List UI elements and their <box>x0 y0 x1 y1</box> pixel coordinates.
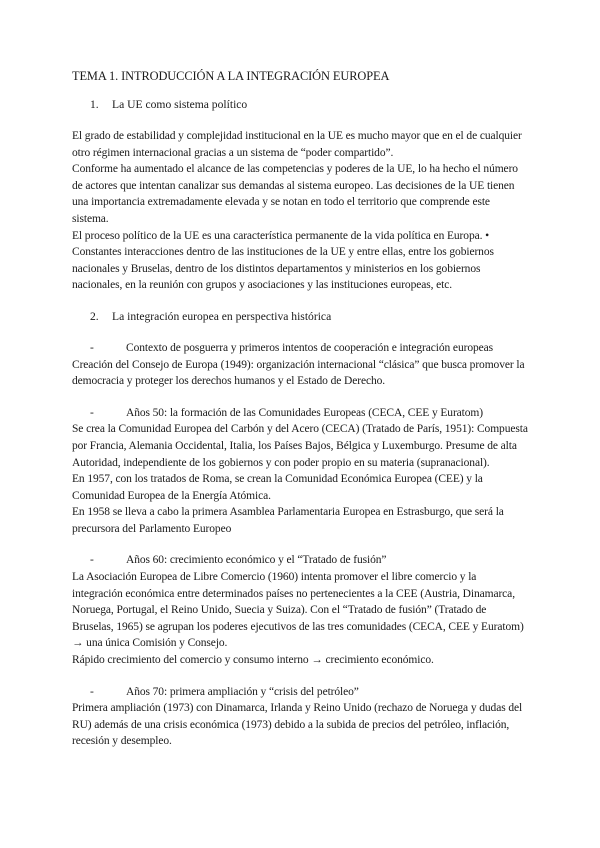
paragraph: Se crea la Comunidad Europea del Carbón y del Acero (CECA) (Tratado de París, 1951): Compuesta por Francia, Alemania Occidental, Italia, los Países Bajos, Bélgica y Luxemburgo. Presume de alta Autoridad, independiente de los gobiernos y con poder propio en su materia (supranacional). <box>72 423 528 469</box>
section-2-number: 2. <box>90 309 99 323</box>
subsection-fifties <box>72 405 528 538</box>
subsection-title: Años 70: primera ampliación y “crisis del petróleo” <box>126 685 359 698</box>
paragraph: La Asociación Europea de Libre Comercio (1960) intenta promover el libre comercio y la integración económica entre determinados países no pertenecientes a la CEE (Austria, Dinamarca, Noruega, Portugal, el Reino Unido, Suecia y Suiza). Con el “Tratado de fusión” (Tratado de Bruselas, 1965) se agrupan los poderes ejecutivos de las tres comunidades (CECA, CEE y Euratom) → una única Comisión y Consejo. <box>72 571 524 650</box>
subsection-seventies <box>72 684 528 750</box>
dash-bullet: - <box>90 685 94 698</box>
section-2-heading <box>72 309 528 325</box>
document-title: TEMA 1. INTRODUCCIÓN A LA INTEGRACIÓN EUROPEA <box>72 69 390 83</box>
paragraph: Conforme ha aumentado el alcance de las competencias y poderes de la UE, lo ha hecho el número de actores que intentan canalizar sus demandas al sistema europeo. Las decisiones de la UE tienen una importancia extremadamente elevada y se notan en todo el territorio que comprende este sistema. <box>72 163 518 225</box>
subsection-heading <box>72 340 528 357</box>
dash-bullet: - <box>90 341 94 354</box>
section-1-number: 1. <box>90 98 99 111</box>
subsection-title: Contexto de posguerra y primeros intentos de cooperación e integración europeas <box>126 341 494 354</box>
paragraph: En 1958 se lleva a cabo la primera Asamblea Parlamentaria Europea en Estrasburgo, que será la precursora del Parlamento Europeo <box>72 506 504 535</box>
subsection-heading <box>72 684 528 701</box>
subsection-title: Años 50: la formación de las Comunidades Europeas (CECA, CEE y Euratom) <box>126 406 483 419</box>
paragraph: El proceso político de la UE es una característica permanente de la vida política en Europa. • Constantes interacciones dentro de las instituciones de la UE y entre ellas, entre los gobiernos nacionales y Bruselas, dentro de los distintos departamentos y ministerios en los gobiernos nacionales, en la reunión con grupos y asociaciones y las instituciones europeas, etc. <box>72 229 494 292</box>
dash-bullet: - <box>90 554 94 567</box>
subsection-sixties <box>72 552 528 668</box>
paragraph: El grado de estabilidad y complejidad institucional en la UE es mucho mayor que en el de cualquier otro régimen internacional gracias a un sistema de “poder compartido”. <box>72 130 522 159</box>
document-page <box>72 68 528 765</box>
section-1-heading <box>72 97 528 113</box>
subsection-heading <box>72 405 528 422</box>
paragraph: Creación del Consejo de Europa (1949): organización internacional “clásica” que busca promover la democracia y proteger los derechos humanos y el Estado de Derecho. <box>72 358 525 388</box>
subsection-heading <box>72 552 528 569</box>
subsection-postwar <box>72 340 528 390</box>
paragraph: Primera ampliación (1973) con Dinamarca, Irlanda y Reino Unido (rechazo de Noruega y dudas del RU) además de una crisis económica (1973) debido a la subida de precios del petróleo, inflación, recesión y desempleo. <box>72 702 523 748</box>
section-1-title: La UE como sistema político <box>112 98 248 111</box>
paragraph: En 1957, con los tratados de Roma, se crean la Comunidad Económica Europea (CEE) y la Comunidad Europea de la Energía Atómica. <box>72 473 483 502</box>
paragraph: Rápido crecimiento del comercio y consumo interno → crecimiento económico. <box>72 654 434 667</box>
subsection-title: Años 60: crecimiento económico y el “Tratado de fusión” <box>126 554 387 567</box>
dash-bullet: - <box>90 406 94 419</box>
section-1-body <box>72 128 528 294</box>
section-2-title: La integración europea en perspectiva histórica <box>112 309 332 323</box>
